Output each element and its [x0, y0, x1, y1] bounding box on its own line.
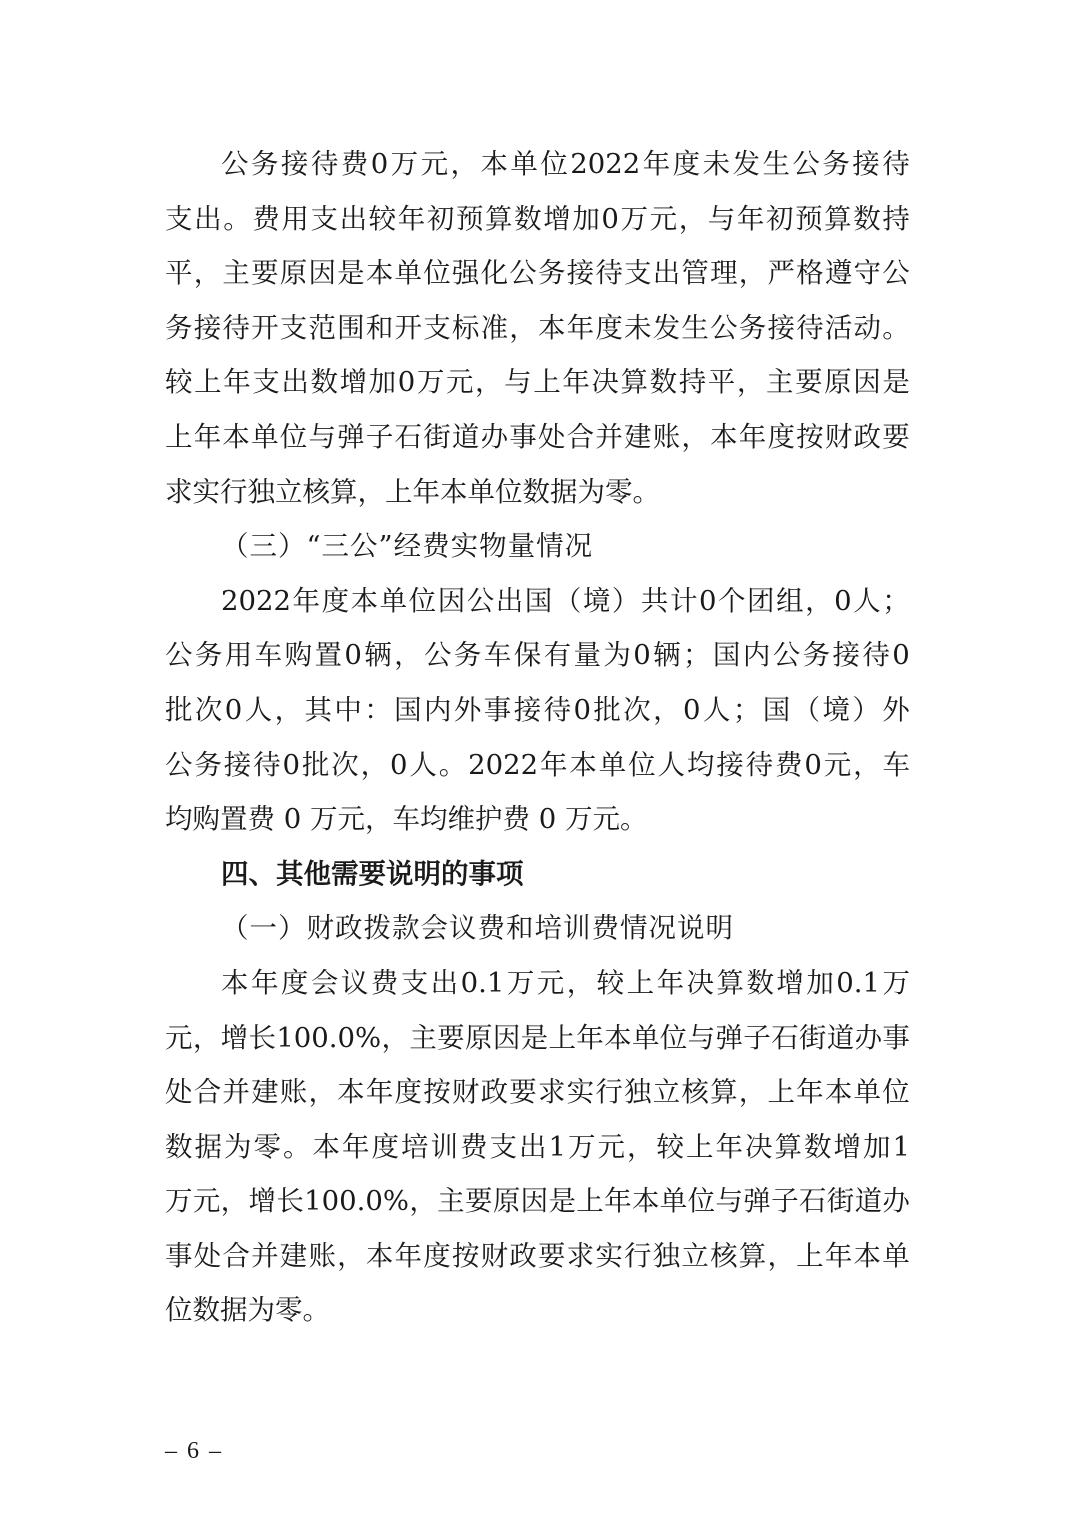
paragraph — [165, 956, 910, 1338]
page-number: – 6 – — [165, 1438, 223, 1464]
text-line: （一）财政拨款会议费和培训费情况说明 — [221, 912, 734, 945]
text-line: 平 ， 主 要 原 因 是 本 单 位 强 化 公 务 接 待 支 出 管 理 ， 严 格 遵 守 公 — [165, 257, 910, 290]
text-line: 数 据 为 零 。 本 年 度 培 训 费 支 出 1 万 元 ， 较 上 年 决 算 数 增 加 1 — [165, 1130, 910, 1163]
text-line: 均购置费 0 万元，车均维护费 0 万元。 — [165, 803, 648, 836]
text-line: 支 出 。 费 用 支 出 较 年 初 预 算 数 增 加 0 万 元 ， 与 年 初 预 算 数 持 — [165, 202, 910, 235]
text-line: 务 接 待 开 支 范 围 和 开 支 标 准 ， 本 年 度 未 发 生 公 务 接 待 活 动 。 — [165, 311, 910, 344]
text-line: 万 元 ， 增 长 100.0% ， 主 要 原 因 是 上 年 本 单 位 与 弹 子 石 街 道 办 — [165, 1185, 910, 1218]
text-line: 上 年 本 单 位 与 弹 子 石 街 道 办 事 处 合 并 建 账 ， 本 年 度 按 财 政 要 — [165, 420, 910, 453]
text-line: 较 上 年 支 出 数 增 加 0 万 元 ， 与 上 年 决 算 数 持 平 ， 主 要 原 因 是 — [165, 366, 910, 399]
text-line: 本 年 度 会 议 费 支 出 0.1 万 元 ， 较 上 年 决 算 数 增 加 0.1 万 — [221, 966, 910, 999]
section-subheading — [165, 519, 910, 574]
text-line: 位数据为零。 — [165, 1294, 330, 1327]
document-body — [165, 137, 910, 1338]
text-line: 处 合 并 建 账 ， 本 年 度 按 财 政 要 求 实 行 独 立 核 算 ， 上 年 本 单 位 — [165, 1076, 910, 1109]
text-line: 批 次 0 人 ， 其 中 ： 国 内 外 事 接 待 0 批 次 ， 0 人 ； 国 （ 境 ） 外 — [165, 693, 910, 726]
paragraph — [165, 574, 910, 847]
section-heading — [165, 847, 910, 902]
section-subheading — [165, 901, 910, 956]
text-line: 2022 年 度 本 单 位 因 公 出 国 （ 境 ） 共 计 0 个 团 组 ， 0 人 ； — [221, 584, 910, 617]
text-line: 元 ， 增 长 100.0% ， 主 要 原 因 是 上 年 本 单 位 与 弹 子 石 街 道 办 事 — [165, 1021, 910, 1054]
text-line: 公 务 接 待 0 批 次 ， 0 人 。 2022 年 本 单 位 人 均 接 待 费 0 元 ， 车 — [165, 748, 910, 781]
paragraph — [165, 137, 910, 519]
text-line: 四、其他需要说明的事项 — [221, 857, 524, 890]
text-line: （三）“三公”经费实物量情况 — [221, 530, 594, 563]
text-line: 公 务 接 待 费 0 万 元 ， 本 单 位 2022 年 度 未 发 生 公 务 接 待 — [221, 148, 910, 180]
text-line: 公 务 用 车 购 置 0 辆 ， 公 务 车 保 有 量 为 0 辆 ； 国 内 公 务 接 待 0 — [165, 639, 910, 672]
text-line: 求实行独立核算，上年本单位数据为零。 — [165, 475, 660, 508]
text-line: 事 处 合 并 建 账 ， 本 年 度 按 财 政 要 求 实 行 独 立 核 算 ， 上 年 本 单 — [165, 1239, 910, 1272]
